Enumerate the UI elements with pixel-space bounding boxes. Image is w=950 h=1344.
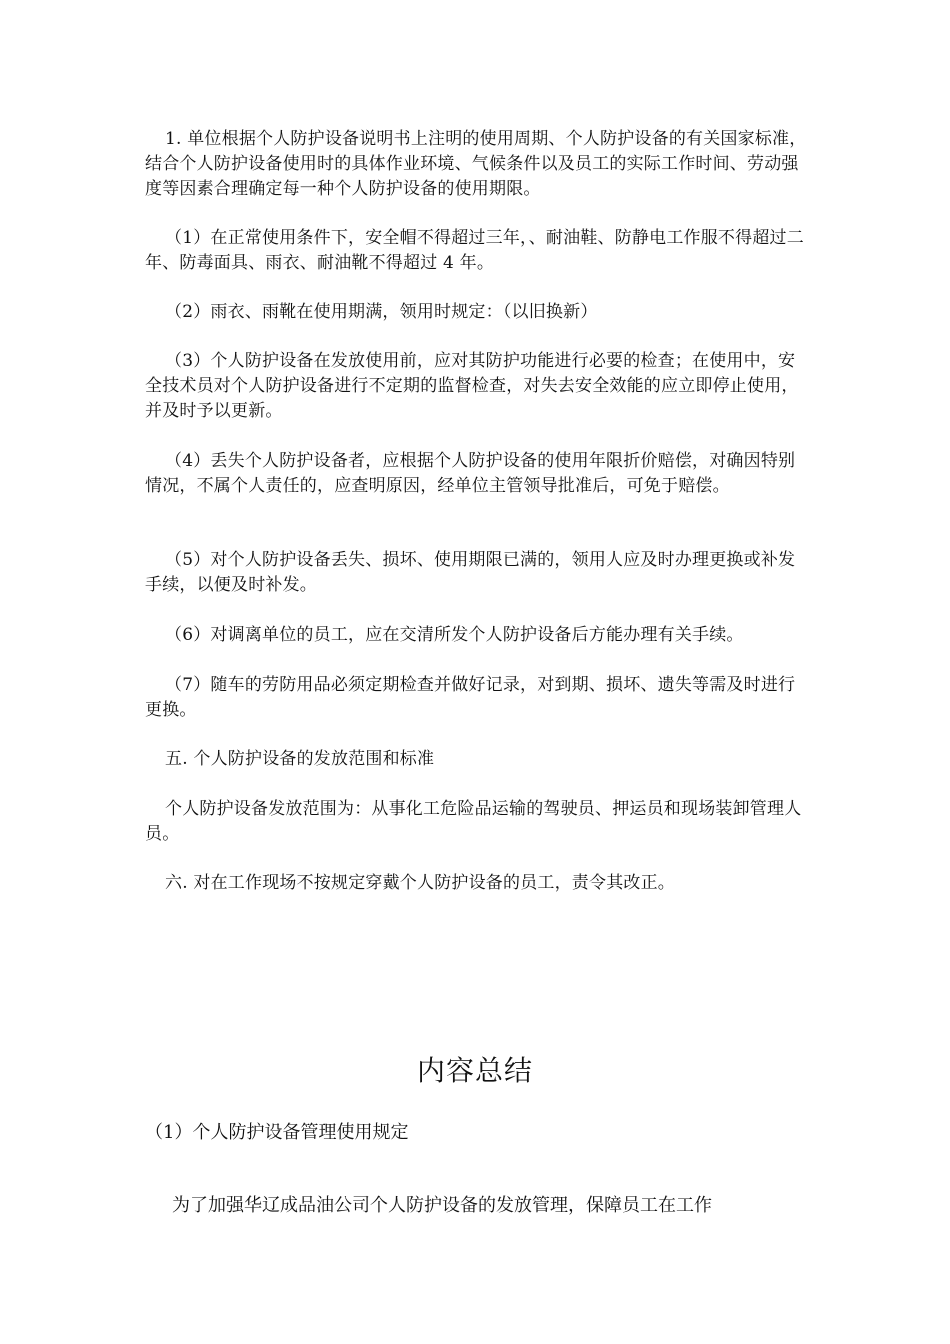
paragraph-item-1: （1）在正常使用条件下，安全帽不得超过三年，、耐油鞋、防静电工作服不得超过二年、防毒面具、雨衣、耐油靴不得超过 4 年。 [145,228,804,273]
section-heading-6: 六. 对在工作现场不按规定穿戴个人防护设备的员工，责令其改正。 [165,873,676,893]
paragraph-item-4: （4）丢失个人防护设备者，应根据个人防护设备的使用年限折价赔偿，对确因特别情况，不属个人责任的，应查明原因，经单位主管领导批准后，可免于赔偿。 [145,451,796,496]
paragraph-item-5: （5）对个人防护设备丢失、损坏、使用期限已满的，领用人应及时办理更换或补发手续，以便及时补发。 [145,550,796,595]
summary-subheading: （1）个人防护设备管理使用规定 [145,1122,409,1143]
paragraph-item-6: （6）对调离单位的员工，应在交清所发个人防护设备后方能办理有关手续。 [165,625,744,645]
summary-body: 为了加强华辽成品油公司个人防护设备的发放管理，保障员工在工作 [172,1195,712,1216]
paragraph-scope: 个人防护设备发放范围为：从事化工危险品运输的驾驶员、押运员和现场装卸管理人员。 [145,799,802,844]
paragraph-item-3: （3）个人防护设备在发放使用前，应对其防护功能进行必要的检查；在使用中，安全技术员对个人防护设备进行不定期的监督检查，对失去安全效能的应立即停止使用，并及时予以更新。 [145,351,799,421]
paragraph-item-2: （2）雨衣、雨靴在使用期满，领用时规定：（以旧换新） [165,302,598,322]
section-heading-5: 五. 个人防护设备的发放范围和标准 [165,749,435,769]
paragraph-item-7: （7）随车的劳防用品必须定期检查并做好记录，对到期、损坏、遗失等需及时进行更换。 [145,675,796,720]
paragraph-usage-period: 1. 单位根据个人防护设备说明书上注明的使用周期、个人防护设备的有关国家标准，结合个人防护设备使用时的具体作业环境、气候条件以及员工的实际工作时间、劳动强度等因素合理确定每一种个人防护设备的使用期限。 [145,129,807,199]
summary-title: 内容总结 [416,1054,533,1087]
